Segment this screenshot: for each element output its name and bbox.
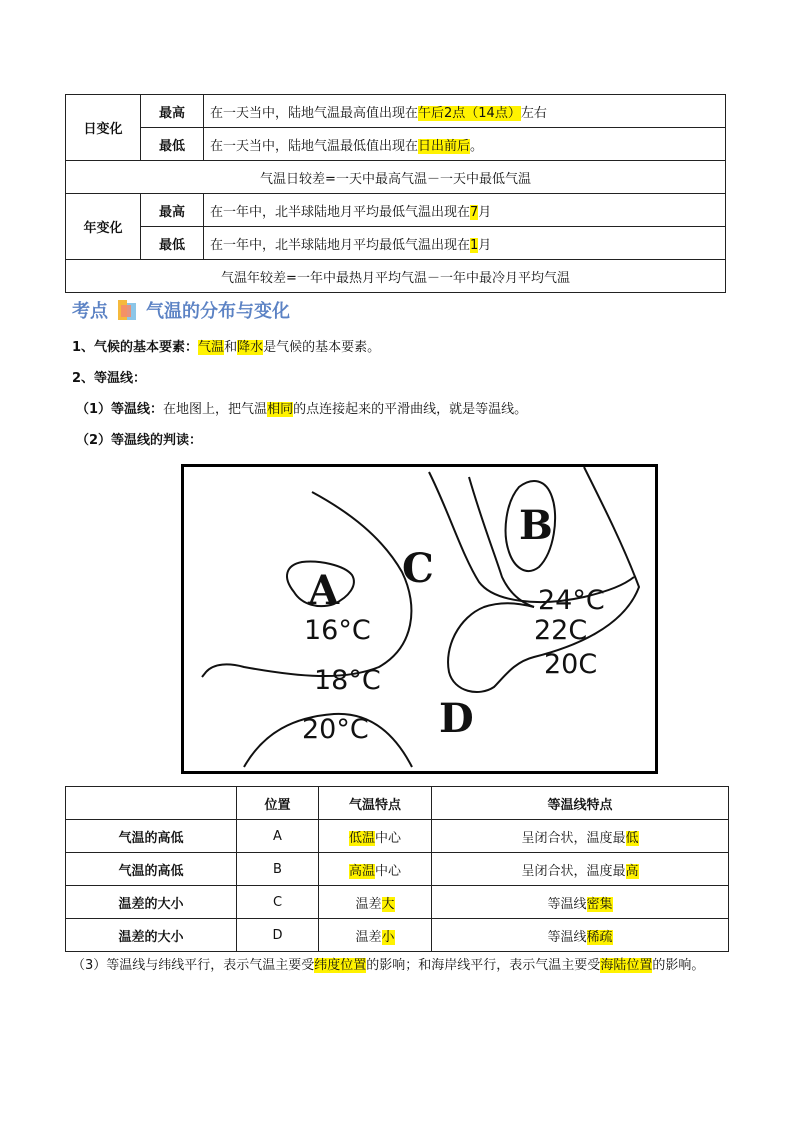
- temperature-change-table: [65, 94, 726, 293]
- temp-label-16: 16°C: [304, 615, 371, 646]
- table-row: [66, 194, 726, 227]
- table-row: [66, 886, 729, 919]
- annual-max-label: 最高: [141, 194, 204, 227]
- row-temp-feature: 低温中心: [319, 820, 432, 853]
- map-label-b: B: [519, 502, 553, 549]
- temp-label-20-right: 20C: [544, 649, 598, 680]
- table-row: [66, 95, 726, 128]
- temp-label-24: 24°C: [538, 585, 605, 616]
- paragraph-isotherm-heading: 2、等温线：: [72, 371, 147, 386]
- header-cell: 等温线特点: [432, 787, 729, 820]
- paragraph-isotherm-parallel: （3）等温线与纬线平行，表示气温主要受纬度位置的影响；和海岸线平行，表示气温主要受海陆位置的影响。: [72, 958, 705, 973]
- paragraph-climate-elements: 1、气候的基本要素：气温和降水是气候的基本要素。: [72, 340, 381, 355]
- temp-label-20: 20°C: [302, 714, 369, 745]
- isotherm-reading-table: [65, 786, 729, 952]
- table-header-row: [66, 787, 729, 820]
- row-isotherm-feature: 呈闭合状，温度最高: [432, 853, 729, 886]
- paragraph-isotherm-reading: （2）等温线的判读：: [76, 433, 203, 448]
- temp-label-22: 22C: [534, 615, 588, 646]
- row-position: A: [237, 820, 319, 853]
- header-cell: [66, 787, 237, 820]
- row-isotherm-feature: 呈闭合状，温度最低: [432, 820, 729, 853]
- paragraph-isotherm-definition: （1）等温线：在地图上，把气温相同的点连接起来的平滑曲线，就是等温线。: [76, 402, 528, 417]
- isotherm-left-curve: [202, 492, 411, 677]
- daily-change-label: 日变化: [66, 95, 141, 161]
- daily-max-text: 在一天当中，陆地气温最高值出现在午后2点（14点）左右: [204, 95, 726, 128]
- isotherm-map: [181, 464, 658, 774]
- annual-change-label: 年变化: [66, 194, 141, 260]
- header-cell: 位置: [237, 787, 319, 820]
- row-category: 温差的大小: [66, 886, 237, 919]
- row-temp-feature: 温差大: [319, 886, 432, 919]
- daily-min-text: 在一天当中，陆地气温最低值出现在日出前后。: [204, 128, 726, 161]
- section-badge-icon: [116, 297, 138, 323]
- table-row: [66, 919, 729, 952]
- annual-range-formula: 气温年较差=一年中最热月平均气温－一年中最冷月平均气温: [66, 260, 726, 293]
- annual-max-text: 在一年中，北半球陆地月平均最低气温出现在7月: [204, 194, 726, 227]
- row-position: D: [237, 919, 319, 952]
- table-row: [66, 260, 726, 293]
- header-cell: 气温特点: [319, 787, 432, 820]
- row-category: 气温的高低: [66, 820, 237, 853]
- temp-label-18: 18°C: [314, 665, 381, 696]
- section-prefix: 考点: [72, 301, 108, 322]
- row-isotherm-feature: 等温线密集: [432, 886, 729, 919]
- table-row: [66, 853, 729, 886]
- table-row: [66, 820, 729, 853]
- row-temp-feature: 高温中心: [319, 853, 432, 886]
- row-temp-feature: 温差小: [319, 919, 432, 952]
- row-position: C: [237, 886, 319, 919]
- table-row: [66, 161, 726, 194]
- row-isotherm-feature: 等温线稀疏: [432, 919, 729, 952]
- row-category: 温差的大小: [66, 919, 237, 952]
- daily-min-label: 最低: [141, 128, 204, 161]
- daily-max-label: 最高: [141, 95, 204, 128]
- map-label-c: C: [402, 545, 434, 592]
- table-row: [66, 227, 726, 260]
- row-position: B: [237, 853, 319, 886]
- map-label-d: D: [439, 695, 474, 742]
- row-category: 气温的高低: [66, 853, 237, 886]
- section-heading: [72, 294, 290, 326]
- map-label-a: A: [308, 567, 340, 614]
- annual-min-label: 最低: [141, 227, 204, 260]
- annual-min-text: 在一年中，北半球陆地月平均最低气温出现在1月: [204, 227, 726, 260]
- table-row: [66, 128, 726, 161]
- daily-range-formula: 气温日较差=一天中最高气温－一天中最低气温: [66, 161, 726, 194]
- section-title: 气温的分布与变化: [146, 301, 290, 322]
